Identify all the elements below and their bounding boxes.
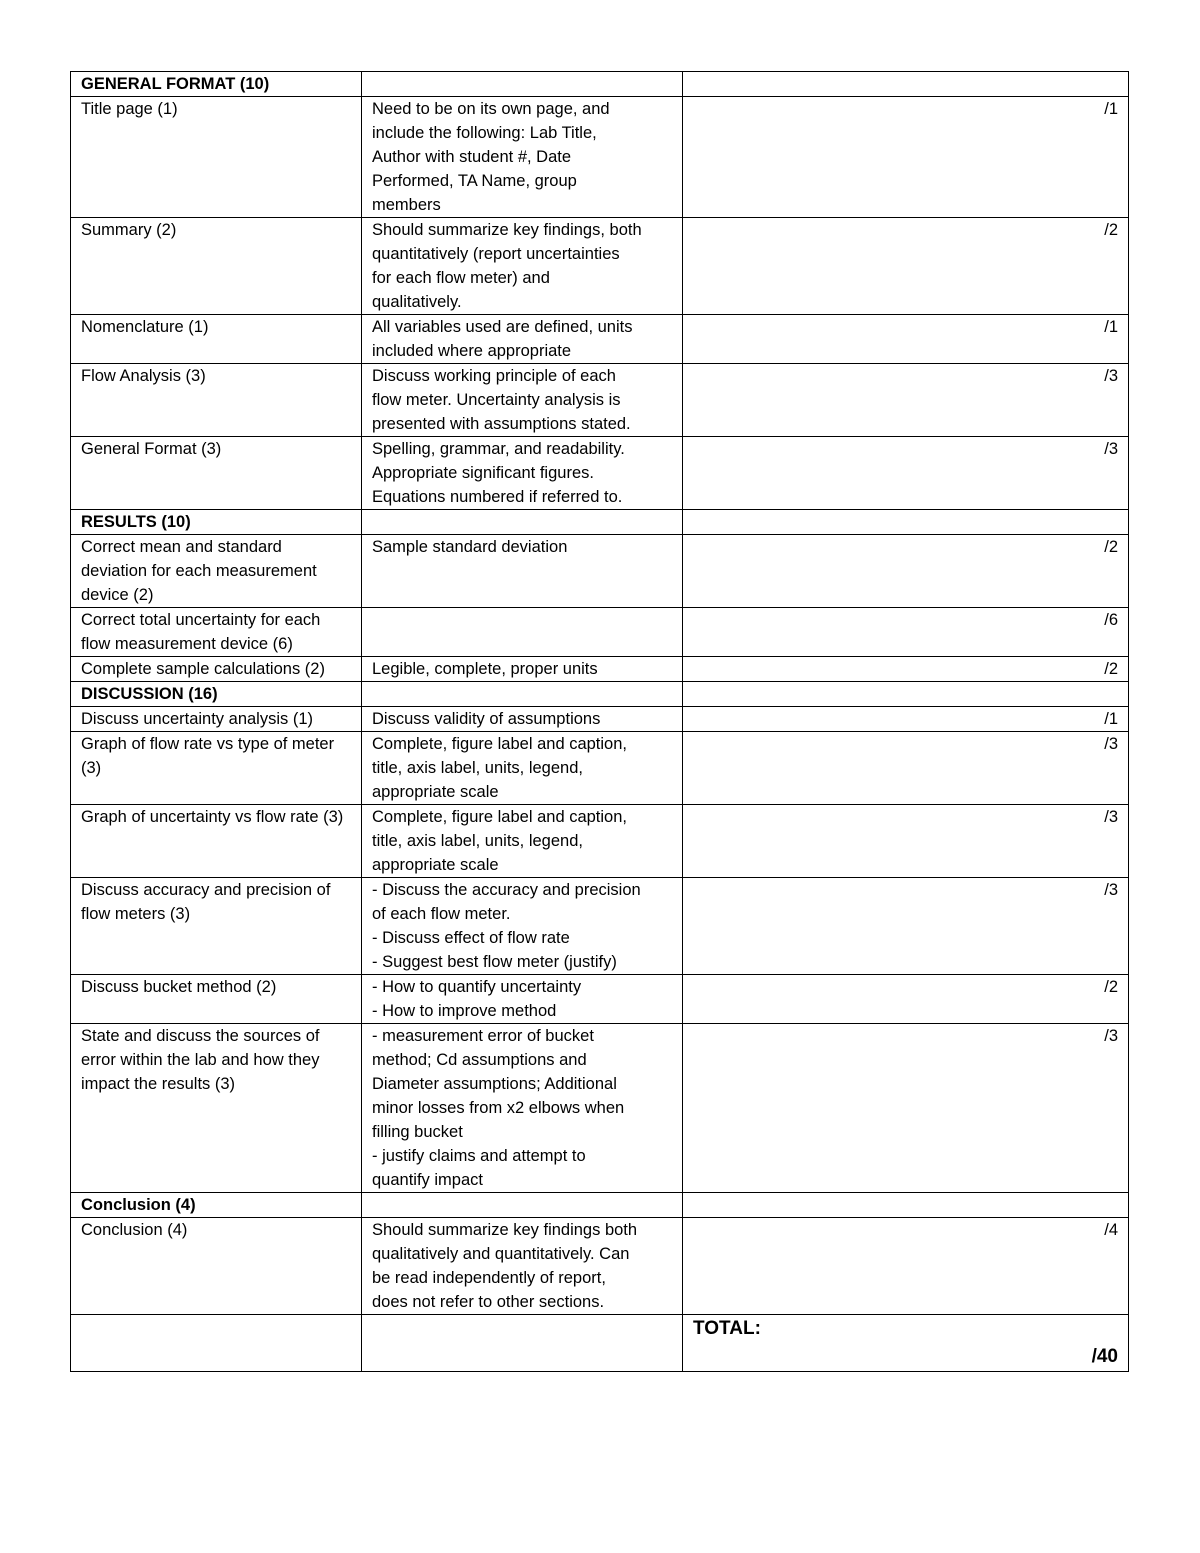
rubric-item-row (71, 1218, 1129, 1315)
rubric-item-row (71, 218, 1129, 315)
description-line: method; Cd assumptions and (372, 1051, 587, 1069)
section-empty-cell (362, 72, 683, 97)
description-line: Appropriate significant figures. (372, 464, 594, 482)
description-line: Author with student #, Date (372, 148, 572, 166)
rubric-item-row (71, 437, 1129, 510)
criterion-cell: Correct total uncertainty for each flow measurement device (6) (71, 608, 362, 657)
description-line: included where appropriate (372, 342, 572, 360)
description-line: Should summarize key findings both (372, 1221, 638, 1239)
rubric-item-row (71, 805, 1129, 878)
description-line: does not refer to other sections. (372, 1293, 605, 1311)
description-cell (362, 218, 683, 315)
score-cell: /3 (683, 805, 1129, 878)
description-cell (362, 707, 683, 732)
criterion-cell: Nomenclature (1) (71, 315, 362, 364)
rubric-item-row (71, 657, 1129, 682)
description-line: Legible, complete, proper units (372, 660, 598, 678)
criterion-cell: General Format (3) (71, 437, 362, 510)
section-title: DISCUSSION (16) (71, 682, 362, 707)
rubric-item-row (71, 608, 1129, 657)
criterion-cell: Graph of uncertainty vs flow rate (3) (71, 805, 362, 878)
description-line: - How to quantify uncertainty (372, 978, 582, 996)
criterion-cell: Summary (2) (71, 218, 362, 315)
description-line: filling bucket (372, 1123, 463, 1141)
criterion-cell: Discuss bucket method (2) (71, 975, 362, 1024)
description-line: - measurement error of bucket (372, 1027, 594, 1045)
section-header-row (71, 72, 1129, 97)
description-cell (362, 608, 683, 657)
description-cell (362, 657, 683, 682)
section-empty-cell (362, 510, 683, 535)
description-line: Equations numbered if referred to. (372, 488, 623, 506)
description-line: for each flow meter) and (372, 269, 550, 287)
description-line: Discuss validity of assumptions (372, 710, 601, 728)
description-line: Performed, TA Name, group (372, 172, 577, 190)
total-empty-cell-1 (71, 1315, 362, 1372)
description-cell (362, 732, 683, 805)
description-line: Discuss working principle of each (372, 367, 616, 385)
score-cell: /1 (683, 707, 1129, 732)
description-line: - justify claims and attempt to (372, 1147, 586, 1165)
criterion-cell: Flow Analysis (3) (71, 364, 362, 437)
score-cell: /2 (683, 218, 1129, 315)
description-cell (362, 364, 683, 437)
description-line: Complete, figure label and caption, (372, 808, 627, 826)
rubric-item-row (71, 315, 1129, 364)
grading-rubric-table (70, 71, 1129, 1372)
score-cell: /1 (683, 315, 1129, 364)
score-cell: /3 (683, 732, 1129, 805)
score-cell: /3 (683, 878, 1129, 975)
total-cell (683, 1315, 1129, 1372)
criterion-cell: Correct mean and standard deviation for each measurement device (2) (71, 535, 362, 608)
criterion-cell: Discuss accuracy and precision of flow meters (3) (71, 878, 362, 975)
description-line: Should summarize key findings, both (372, 221, 642, 239)
criterion-cell: State and discuss the sources of error within the lab and how they impact the results (3) (71, 1024, 362, 1193)
section-title: RESULTS (10) (71, 510, 362, 535)
description-line: quantitatively (report uncertainties (372, 245, 620, 263)
section-empty-cell (683, 682, 1129, 707)
total-row (71, 1315, 1129, 1372)
description-line: qualitatively and quantitatively. Can (372, 1245, 630, 1263)
section-header-row (71, 1193, 1129, 1218)
description-cell (362, 1024, 683, 1193)
rubric-item-row (71, 707, 1129, 732)
description-line: - Suggest best flow meter (justify) (372, 953, 617, 971)
description-line: be read independently of report, (372, 1269, 606, 1287)
score-cell: /3 (683, 1024, 1129, 1193)
description-line: title, axis label, units, legend, (372, 759, 583, 777)
section-empty-cell (683, 510, 1129, 535)
rubric-item-row (71, 975, 1129, 1024)
total-label: TOTAL: (693, 1318, 761, 1339)
description-line: qualitatively. (372, 293, 462, 311)
description-line: quantify impact (372, 1171, 483, 1189)
section-header-row (71, 682, 1129, 707)
score-cell: /4 (683, 1218, 1129, 1315)
rubric-item-row (71, 364, 1129, 437)
description-line: Sample standard deviation (372, 538, 568, 556)
description-line: title, axis label, units, legend, (372, 832, 583, 850)
description-cell (362, 805, 683, 878)
rubric-item-row (71, 535, 1129, 608)
description-line: minor losses from x2 elbows when (372, 1099, 625, 1117)
criterion-cell: Graph of flow rate vs type of meter (3) (71, 732, 362, 805)
description-cell (362, 97, 683, 218)
description-line: - Discuss effect of flow rate (372, 929, 570, 947)
description-line: - How to improve method (372, 1002, 557, 1020)
description-line: All variables used are defined, units (372, 318, 633, 336)
rubric-item-row (71, 878, 1129, 975)
description-cell (362, 1218, 683, 1315)
criterion-cell: Title page (1) (71, 97, 362, 218)
section-empty-cell (362, 1193, 683, 1218)
description-cell (362, 878, 683, 975)
description-cell (362, 437, 683, 510)
section-title: Conclusion (4) (71, 1193, 362, 1218)
description-line: Complete, figure label and caption, (372, 735, 627, 753)
section-empty-cell (683, 72, 1129, 97)
rubric-item-row (71, 1024, 1129, 1193)
rubric-item-row (71, 732, 1129, 805)
section-empty-cell (683, 1193, 1129, 1218)
description-cell (362, 975, 683, 1024)
score-cell: /3 (683, 364, 1129, 437)
description-line: include the following: Lab Title, (372, 124, 597, 142)
score-cell: /2 (683, 975, 1129, 1024)
description-cell (362, 535, 683, 608)
section-empty-cell (362, 682, 683, 707)
score-cell: /1 (683, 97, 1129, 218)
score-cell: /6 (683, 608, 1129, 657)
description-line: Spelling, grammar, and readability. (372, 440, 625, 458)
description-line: appropriate scale (372, 783, 499, 801)
description-line: Need to be on its own page, and (372, 100, 610, 118)
rubric-body (71, 72, 1129, 1315)
criterion-cell: Conclusion (4) (71, 1218, 362, 1315)
section-header-row (71, 510, 1129, 535)
description-line: presented with assumptions stated. (372, 415, 631, 433)
description-line: members (372, 196, 441, 214)
total-empty-cell-2 (362, 1315, 683, 1372)
description-line: of each flow meter. (372, 905, 511, 923)
section-title: GENERAL FORMAT (10) (71, 72, 362, 97)
description-line: appropriate scale (372, 856, 499, 874)
criterion-cell: Discuss uncertainty analysis (1) (71, 707, 362, 732)
rubric-item-row (71, 97, 1129, 218)
total-value: /40 (1091, 1346, 1118, 1367)
score-cell: /2 (683, 657, 1129, 682)
description-line: - Discuss the accuracy and precision (372, 881, 641, 899)
score-cell: /2 (683, 535, 1129, 608)
description-line: flow meter. Uncertainty analysis is (372, 391, 621, 409)
description-cell (362, 315, 683, 364)
criterion-cell: Complete sample calculations (2) (71, 657, 362, 682)
score-cell: /3 (683, 437, 1129, 510)
description-line: Diameter assumptions; Additional (372, 1075, 617, 1093)
